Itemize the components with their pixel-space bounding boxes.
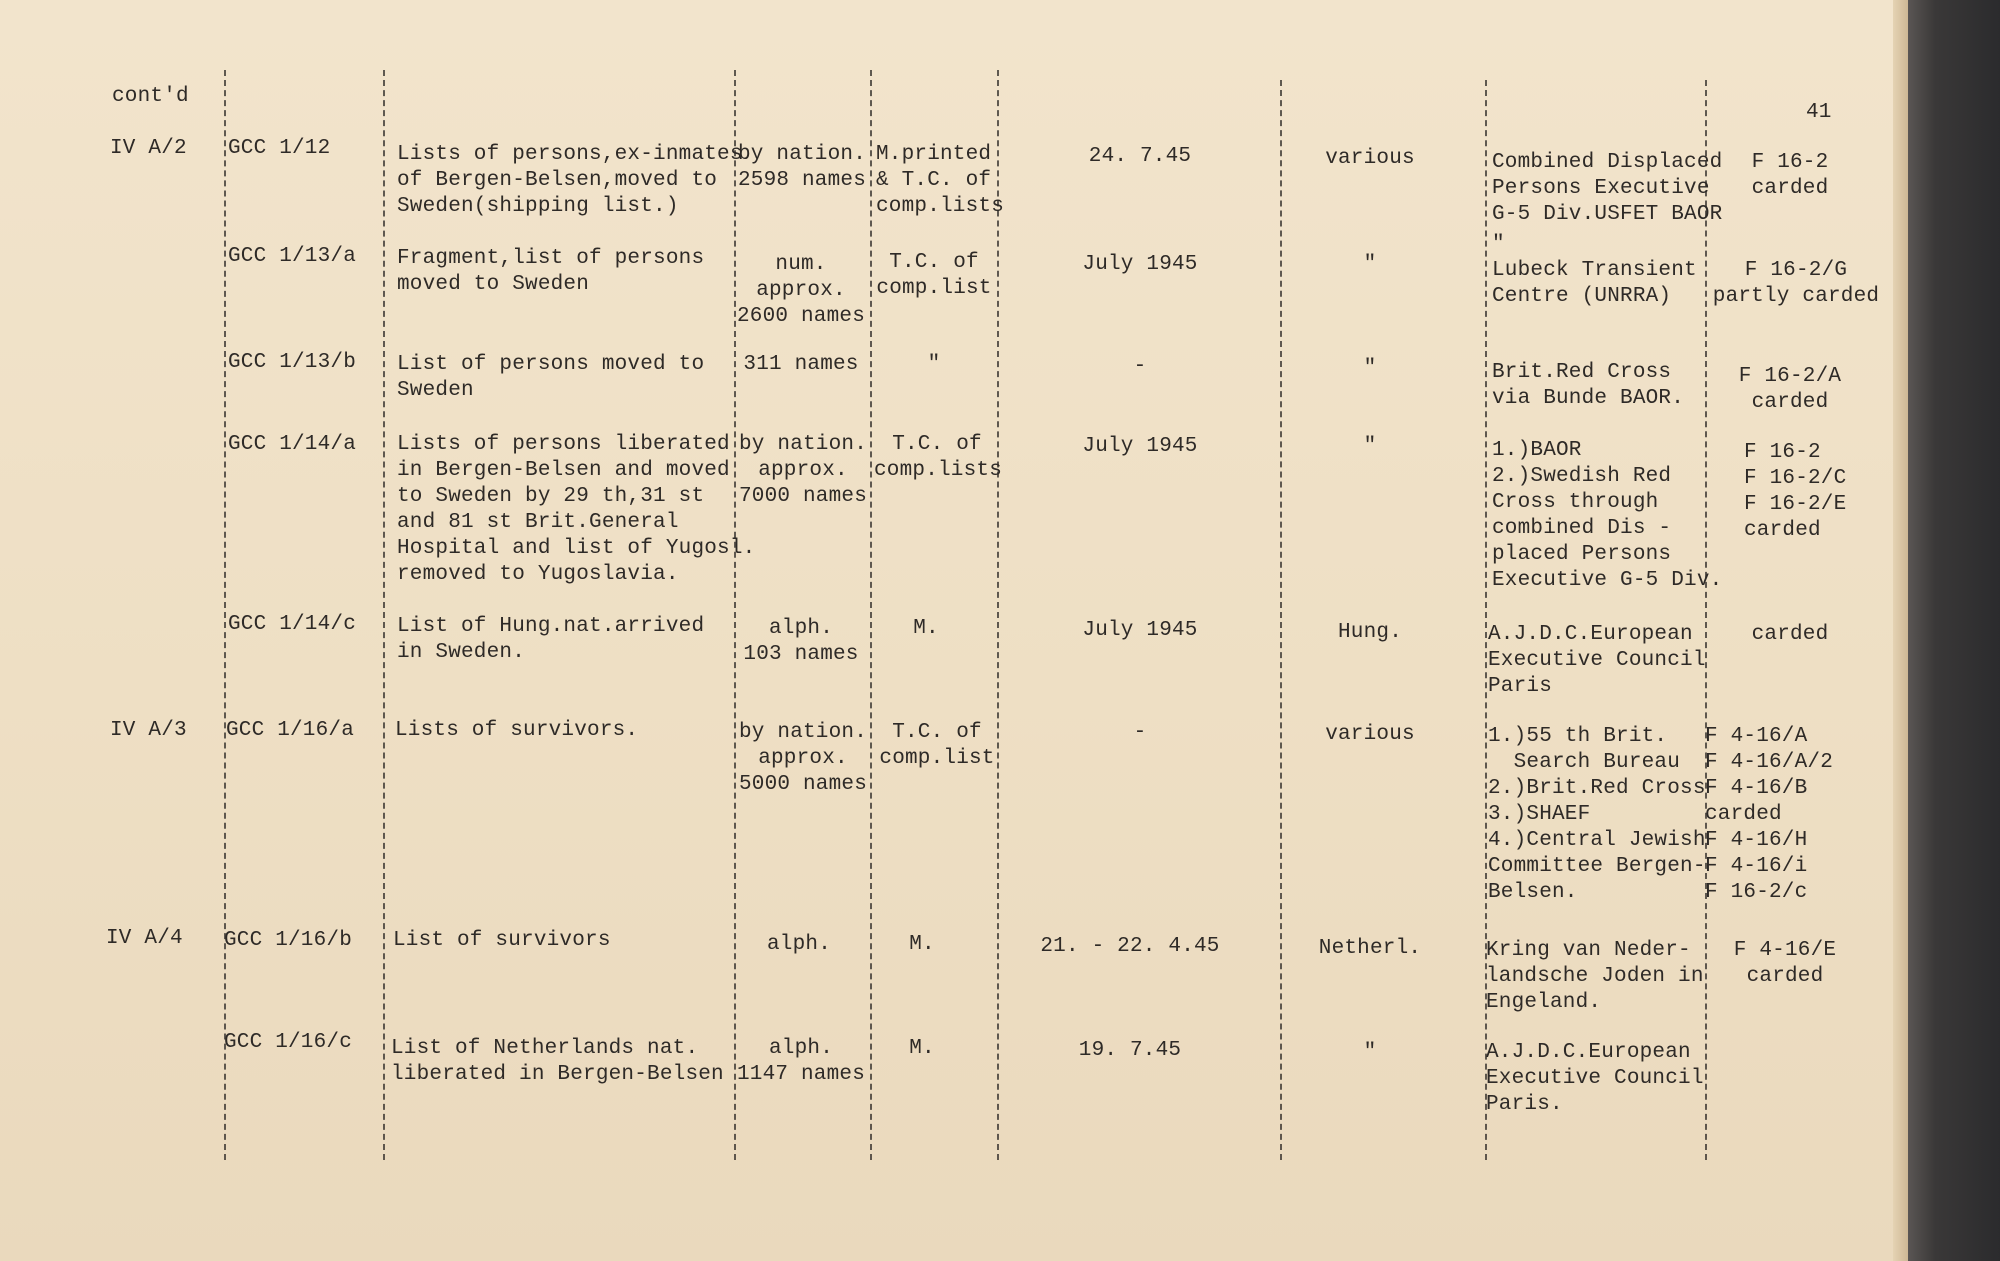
file-cell: carded	[1751, 623, 1829, 646]
file-cell: F 4-16/E carded	[1733, 939, 1837, 988]
source-cell: Combined Displaced Persons Executive G-5 Div.USFET BAOR	[1492, 151, 1723, 226]
date-cell: -	[1133, 721, 1147, 744]
file-cell: F 16-2/A carded	[1738, 365, 1842, 414]
column-rule	[383, 70, 385, 1160]
date-cell: July 1945	[1082, 253, 1198, 276]
source-cell: Brit.Red Cross via Bunde BAOR.	[1492, 361, 1685, 410]
file-cell: F 16-2 F 16-2/C F 16-2/E carded	[1744, 441, 1847, 542]
description-cell: List of Netherlands nat. liberated in Bergen-Belsen	[391, 1037, 724, 1086]
nationality-cell: "	[1363, 253, 1377, 276]
type-cell: M.	[913, 617, 939, 640]
arrangement-cell: num. approx. 2600 names	[736, 253, 866, 328]
ref-cell: GCC 1/13/a	[228, 245, 357, 268]
date-cell: 19. 7.45	[1078, 1039, 1182, 1062]
ref-cell: GCC 1/14/c	[228, 613, 357, 636]
date-cell: July 1945	[1082, 435, 1198, 458]
arrangement-cell: by nation. approx. 7000 names	[738, 433, 868, 508]
description-cell: List of Hung.nat.arrived in Sweden.	[397, 615, 705, 664]
type-cell: M.printed & T.C. of comp.lists	[876, 143, 1005, 218]
contd-label: cont'd	[112, 85, 189, 108]
nationality-cell: "	[1363, 1041, 1377, 1064]
source-cell: A.J.D.C.European Executive Council Paris.	[1486, 1041, 1704, 1116]
file-cell: F 16-2 carded	[1751, 151, 1829, 200]
description-cell: Lists of survivors.	[395, 719, 639, 742]
section-label: IV A/3	[110, 719, 187, 742]
nationality-cell: Netherl.	[1318, 937, 1422, 960]
type-cell: T.C. of comp.list	[879, 721, 995, 770]
file-cell: F 16-2/G partly carded	[1712, 259, 1880, 308]
type-cell: T.C. of comp.lists	[874, 433, 1003, 482]
section-label: IV A/2	[110, 137, 187, 160]
ref-cell: GCC 1/12	[228, 137, 331, 160]
source-cell: Kring van Neder- landsche Joden in Engeland.	[1486, 939, 1704, 1014]
ref-cell: GCC 1/16/a	[226, 719, 355, 742]
source-cell: 1.)55 th Brit. Search Bureau 2.)Brit.Red Cross 3.)SHAEF 4.)Central Jewish Committee Bergen- Belsen.	[1488, 725, 1706, 904]
page-number: 41	[1806, 101, 1832, 124]
file-cell: F 4-16/A F 4-16/A/2 F 4-16/B carded F 4-16/H F 4-16/i F 16-2/c	[1705, 725, 1834, 904]
arrangement-cell: alph. 1147 names	[736, 1037, 866, 1086]
source-cell: 1.)BAOR 2.)Swedish Red Cross through combined Dis - placed Persons Executive G-5 Div.	[1492, 439, 1723, 592]
nationality-cell: Hung.	[1337, 621, 1402, 644]
column-rule	[870, 70, 872, 1160]
source-cell: A.J.D.C.European Executive Council Paris	[1488, 623, 1706, 698]
nationality-cell: "	[1363, 435, 1377, 458]
source-cell: " Lubeck Transient Centre (UNRRA)	[1492, 233, 1697, 308]
arrangement-cell: by nation. 2598 names	[738, 143, 867, 192]
type-cell: M.	[909, 1037, 935, 1060]
description-cell: Lists of persons liberated in Bergen-Belsen and moved to Sweden by 29 th,31 st and 81 st Brit.General Hospital and list of Yugosl. removed to Yugoslavia.	[397, 433, 756, 586]
type-cell: T.C. of comp.list	[876, 251, 992, 300]
date-cell: 24. 7.45	[1088, 145, 1192, 168]
scan-edge	[1908, 0, 2000, 1261]
nationality-cell: various	[1325, 147, 1415, 170]
column-rule	[1705, 80, 1707, 1160]
nationality-cell: various	[1325, 723, 1415, 746]
ref-cell: GCC 1/13/b	[228, 351, 357, 374]
nationality-cell: "	[1363, 357, 1377, 380]
section-label: IV A/4	[106, 927, 183, 950]
type-cell: M.	[909, 933, 935, 956]
description-cell: List of survivors	[393, 929, 611, 952]
column-rule	[224, 70, 226, 1160]
column-rule	[1280, 80, 1282, 1160]
type-cell: "	[927, 353, 941, 376]
arrangement-cell: by nation. approx. 5000 names	[738, 721, 868, 796]
description-cell: Lists of persons,ex-inmates of Bergen-Belsen,moved to Sweden(shipping list.)	[397, 143, 743, 218]
arrangement-cell: alph.	[766, 933, 831, 956]
description-cell: Fragment,list of persons moved to Sweden	[397, 247, 705, 296]
ref-cell: GCC 1/16/b	[224, 929, 353, 952]
column-rule	[734, 70, 736, 1160]
ref-cell: GCC 1/14/a	[228, 433, 357, 456]
date-cell: -	[1133, 355, 1147, 378]
description-cell: List of persons moved to Sweden	[397, 353, 705, 402]
column-rule	[997, 70, 999, 1160]
arrangement-cell: 311 names	[743, 353, 859, 376]
page-fold	[1893, 0, 1908, 1261]
ref-cell: GCC 1/16/c	[224, 1031, 353, 1054]
date-cell: 21. - 22. 4.45	[1040, 935, 1220, 958]
arrangement-cell: alph. 103 names	[743, 617, 859, 666]
date-cell: July 1945	[1082, 619, 1198, 642]
